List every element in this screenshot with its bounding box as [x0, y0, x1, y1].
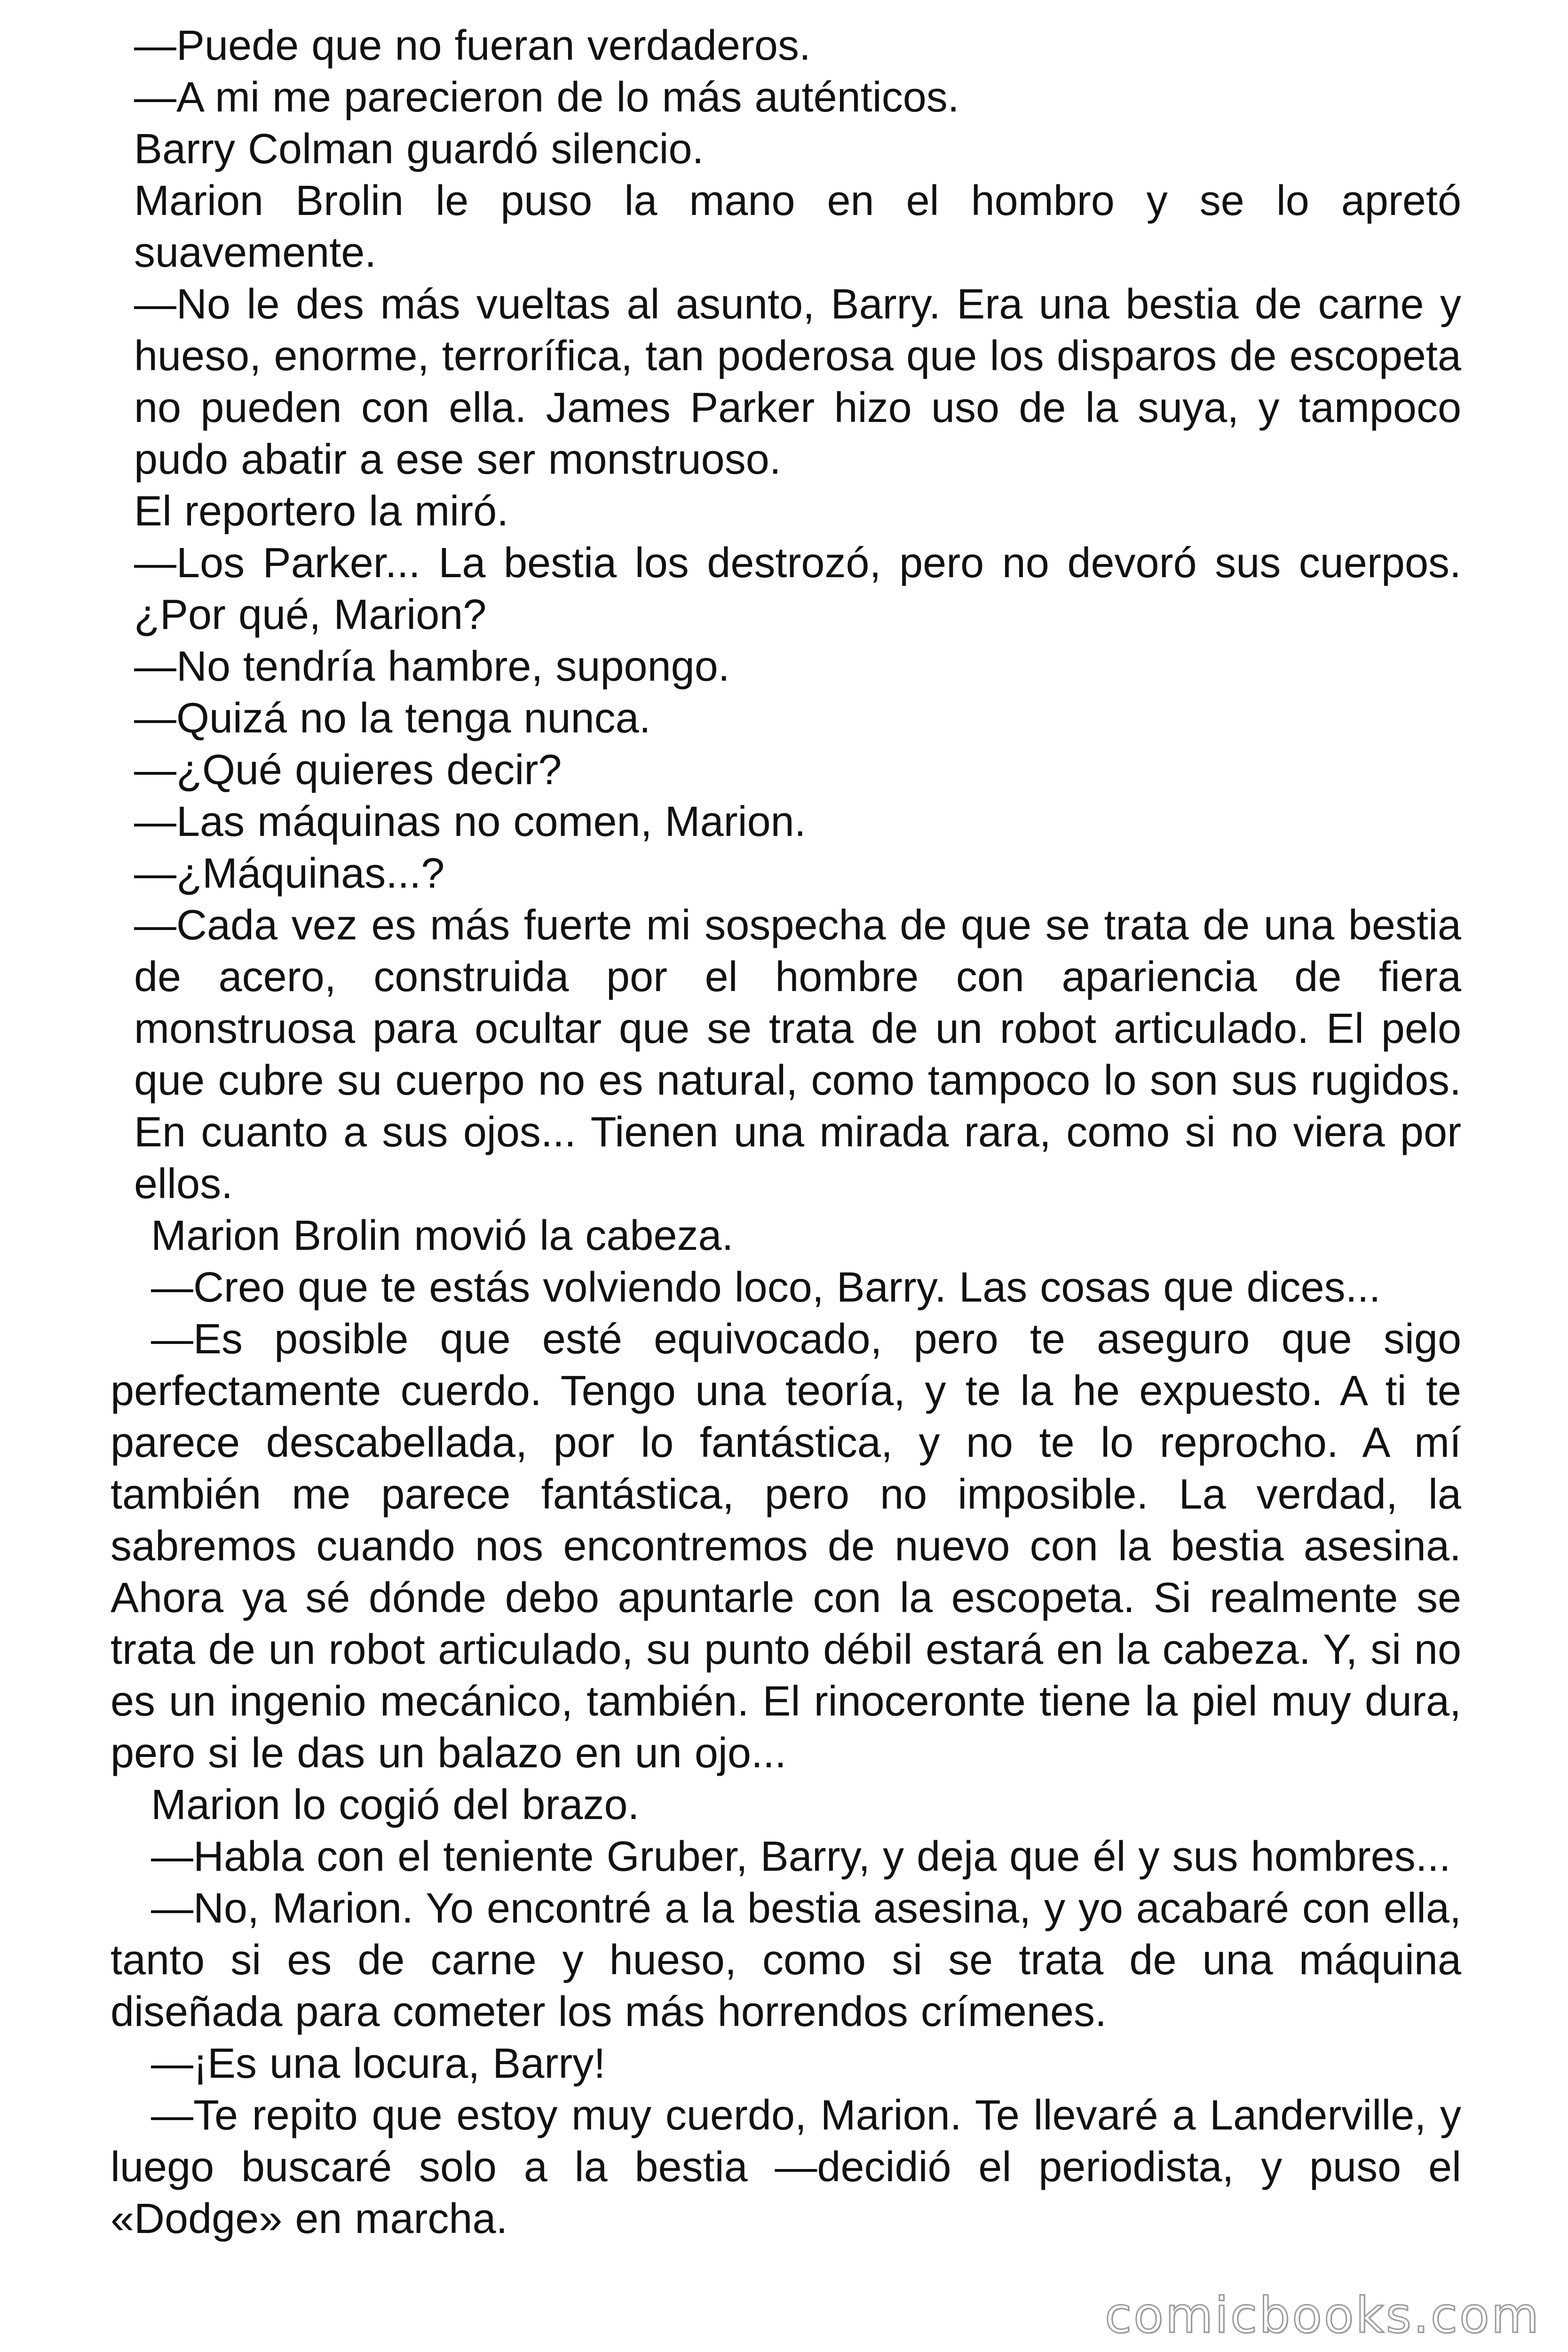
paragraph: Barry Colman guardó silencio. [134, 126, 704, 173]
paragraph: El reportero la miró. [134, 488, 509, 535]
paragraph: —Puede que no fueran verdaderos. [134, 22, 811, 69]
paragraph: —¿Qué quieres decir? [134, 747, 562, 794]
paragraph: —¿Máquinas...? [134, 850, 445, 897]
paragraph: —¡Es una locura, Barry! [151, 2040, 606, 2087]
paragraph: —Quizá no la tenga nunca. [134, 695, 651, 742]
paragraph: —Las máquinas no comen, Marion. [134, 798, 806, 845]
paragraph: Marion Brolin movió la cabeza. [151, 1212, 734, 1259]
paragraph: —No le des más vueltas al asunto, Barry. Era una bestia de carne y hueso, enorme, terrorífica, tan poderosa que los disparos de escopeta no pueden con ella. James Parker hizo uso de la suya, y tampoco pudo abatir a ese ser monstruoso. [134, 281, 1461, 483]
paragraph: —No, Marion. Yo encontré a la bestia asesina, y yo acabaré con ella, tanto si es de carne y hueso, como si se trata de una máquina diseñada para cometer los más horrendos crímenes. [111, 1885, 1461, 2035]
paragraph: —Creo que te estás volviendo loco, Barry. Las cosas que dices... [151, 1264, 1381, 1311]
paragraph: —Habla con el teniente Gruber, Barry, y deja que él y sus hombres... [151, 1833, 1451, 1880]
paragraph: —A mi me parecieron de lo más auténticos. [134, 74, 959, 121]
site-watermark: comicbooks.com [1104, 2287, 1541, 2344]
paragraph: —Es posible que esté equivocado, pero te aseguro que sigo perfectamente cuerdo. Tengo una teoría, y te la he expuesto. A ti te parece descabellada, por lo fantástica, y no te lo reprocho. A mí también me parece fantástica, pero no imposible. La verdad, la sabremos cuando nos encontremos de nuevo con la bestia asesina. Ahora ya sé dónde debo apuntarle con la escopeta. Si realmente se trata de un robot articulado, su punto débil estará en la cabeza. Y, si no es un ingenio mecánico, también. El rinoceronte tiene la piel muy dura, pero si le das un balazo en un ojo... [111, 1316, 1461, 1777]
paragraph: —Los Parker... La bestia los destrozó, pero no devoró sus cuerpos. ¿Por qué, Marion? [134, 540, 1461, 638]
paragraph: Marion Brolin le puso la mano en el hombro y se lo apretó suavemente. [134, 177, 1461, 276]
page-text [0, 20, 1568, 2245]
paragraph: —No tendría hambre, supongo. [134, 643, 730, 690]
paragraph: —Cada vez es más fuerte mi sospecha de que se trata de una bestia de acero, construida por el hombre con apariencia de fiera monstruosa para ocultar que se trata de un robot articulado. El pelo que cubre su cuerpo no es natural, como tampoco lo son sus rugidos. En cuanto a sus ojos... Tienen una mirada rara, como si no viera por ellos. [134, 902, 1461, 1208]
paragraph: Marion lo cogió del brazo. [151, 1781, 640, 1828]
paragraph: —Te repito que estoy muy cuerdo, Marion. Te llevaré a Landerville, y luego buscaré solo a la bestia —decidió el periodista, y puso el «Dodge» en marcha. [111, 2092, 1461, 2242]
